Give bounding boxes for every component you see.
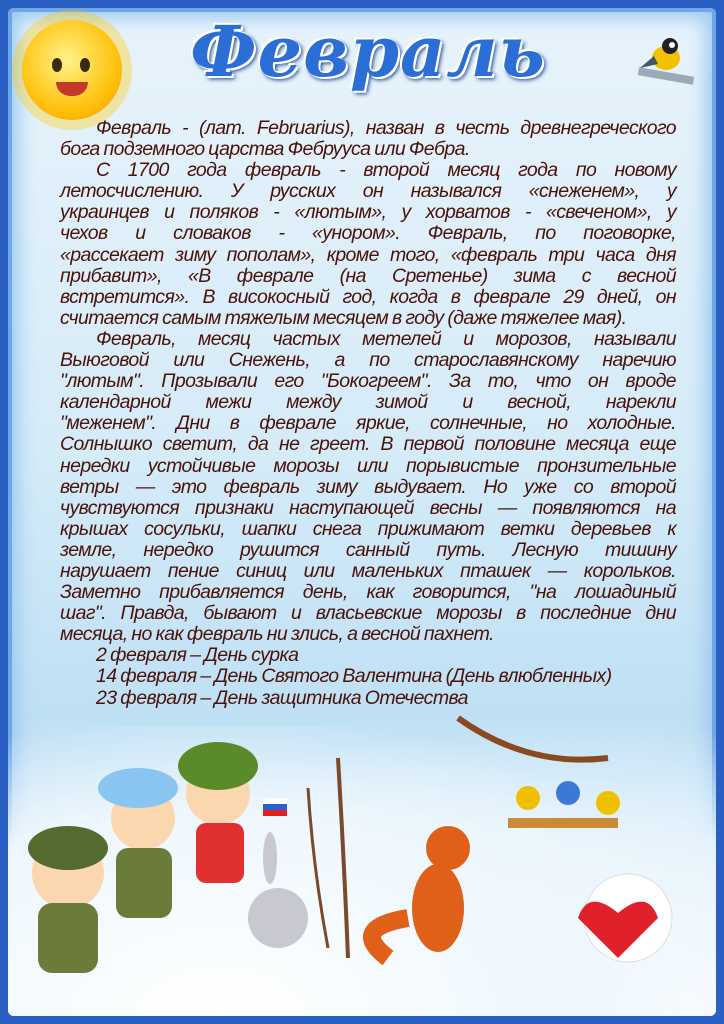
event-item: 14 февраля – День Святого Валентина (День влюбленных): [96, 665, 612, 688]
text-line: встретится». В високосный год, когда в феврале 29 дней, он: [60, 285, 676, 308]
text-line: считается самым тяжелым месяцем в году (даже тяжелее мая).: [60, 306, 627, 329]
text-line: шаг". Правда, бывают и власьевские морозы в последние дни: [60, 602, 676, 625]
event-item: 23 февраля – День защитника Отечества: [96, 686, 468, 709]
winter-scene-illustration: [8, 698, 716, 1016]
text-line: чехов и словаков - «унором». Февраль, по поговорке,: [60, 222, 676, 245]
text-line: "меженем". Дни в феврале яркие, солнечные, но холодные.: [60, 412, 676, 435]
text-line: Заметно прибавляется день, как говорится, "на лошадиный: [60, 581, 676, 604]
text-line: Солнышко светит, да не греет. В первой половине месяца еще: [60, 433, 676, 456]
text-line: прибавит», «В феврале (на Сретенье) зима с весной: [60, 264, 676, 287]
sun-illustration: [22, 20, 122, 120]
text-line: ветры — это февраль зиму выдувает. Но уже со второй: [60, 475, 676, 498]
poster: [8, 8, 716, 1016]
text-line: "лютым". Прозывали его "Бокогреем". За то, что он вроде: [60, 370, 676, 393]
text-line: крышах сосульки, шапки снега прижимают ветки деревьев к: [60, 517, 676, 540]
event-item: 2 февраля – День сурка: [96, 644, 299, 667]
text-line: календарной межи между зимой и весной, нарекли: [60, 391, 676, 414]
text-line: Февраль, месяц частых метелей и морозов, называли: [96, 327, 676, 350]
text-line: бога подземного царства Фебрууса или Фебра.: [60, 138, 470, 161]
text-line: Февраль - (лат. Februarius), назван в честь древнегреческого: [96, 117, 676, 139]
text-line: месяца, но как февраль ни злись, а весной пахнет.: [60, 623, 494, 646]
page-title: Февраль: [190, 10, 546, 93]
bird-illustration: [636, 32, 696, 92]
text-line: чувствуются признаки наступающей весны — появляются на: [60, 496, 676, 519]
article-text: [60, 118, 676, 709]
text-line: нарушает пение синиц или маленьких пташек — корольков.: [60, 559, 676, 582]
text-line: украинцев и поляков - «лютым», у хорватов - «свеченом», у: [60, 201, 676, 224]
text-line: «рассекает зиму пополам», кроме того, «февраль три часа дня: [60, 243, 676, 266]
text-line: Выюговой или Снежень, а по старославянскому наречию: [60, 349, 676, 372]
text-line: земле, нередко рушится санный путь. Лесную тишину: [60, 538, 676, 561]
text-line: С 1700 года февраль - второй месяц года по новому: [96, 159, 676, 182]
text-line: летосчислению. У русских он назывался «снеженем», у: [60, 180, 676, 203]
text-line: нередки устойчивые морозы или порывистые пронзительные: [60, 454, 676, 477]
